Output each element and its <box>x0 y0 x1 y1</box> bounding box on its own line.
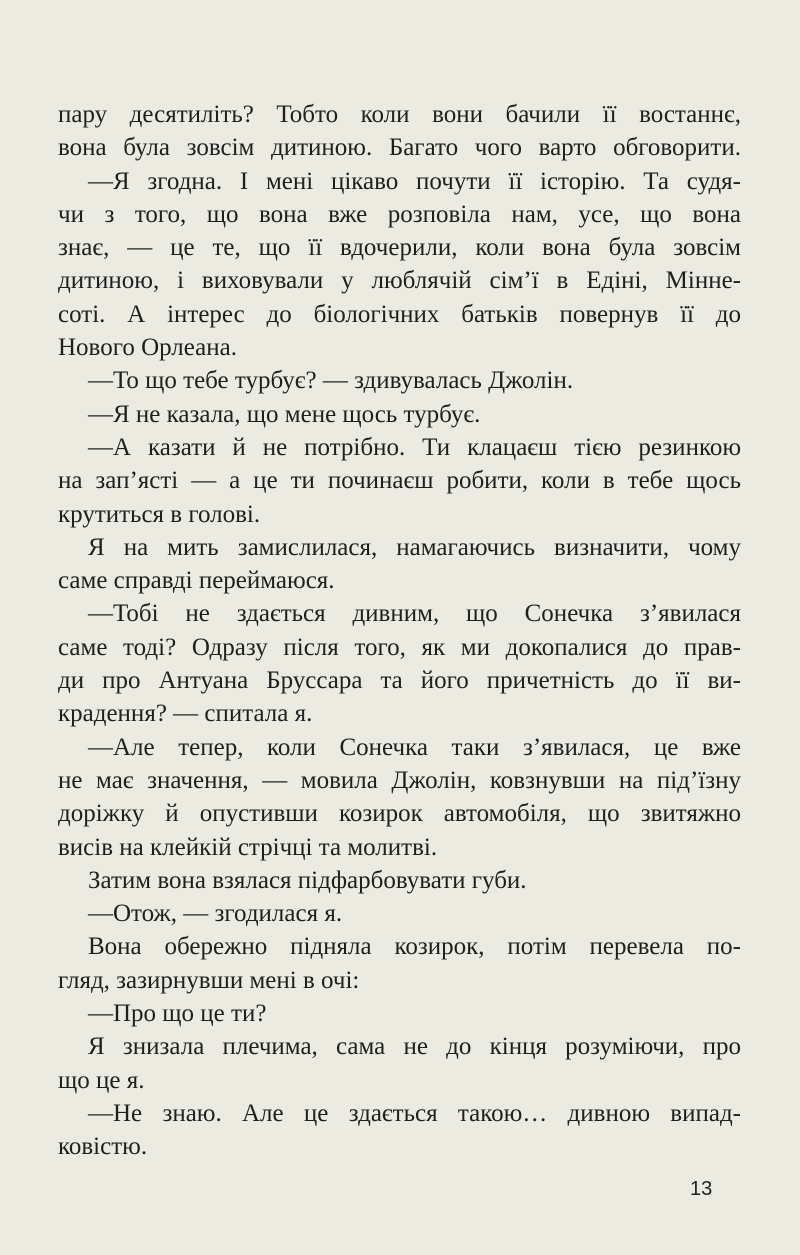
text-line: крутиться в голові. <box>58 500 261 528</box>
text-line: на зап’ясті — а це ти починаєш робити, коли в тебе щось <box>58 467 741 495</box>
text-line: знає, — це те, що її вдочерили, коли вона була зовсім <box>58 234 741 262</box>
text-line: Я знизала плечима, сама не до кінця розуміючи, про <box>88 1033 741 1061</box>
text-line: пару десятиліть? Тобто коли вони бачили її востаннє, <box>58 101 741 128</box>
text-line: —Отож, — згодилася я. <box>88 900 343 928</box>
text-line: чи з того, що вона вже розповіла нам, усе, що вона <box>58 200 741 228</box>
text-line: —А казати й не потрібно. Ти клацаєш тією резинкою <box>88 433 741 461</box>
text-line: гляд, зазирнувши мені в очі: <box>58 966 360 994</box>
text-line: що це я. <box>58 1066 145 1094</box>
text-line: доріжку й опустивши козирок автомобіля, що звитяжно <box>58 800 741 828</box>
text-line: Я на мить замислилася, намагаючись визначити, чому <box>88 533 741 561</box>
text-line: —Я не казала, що мене щось турбує. <box>88 400 481 428</box>
text-line: дитиною, і виховували у люблячій сім’ї в Едіні, Мінне- <box>58 267 741 295</box>
text-line: —Але тепер, коли Сонечка таки з’явилася, це вже <box>88 733 741 761</box>
text-line: висів на клейкій стрічці та молитві. <box>58 833 438 861</box>
text-line: вона була зовсім дитиною. Багато чого варто обговорити. <box>58 134 741 162</box>
text-line: Нового Орлеана. <box>58 334 237 362</box>
text-line: ди про Антуана Бруссара та його причетність до її ви- <box>58 667 741 695</box>
text-line: —Тобі не здається дивним, що Сонечка з’явилася <box>88 600 741 628</box>
text-line: соті. А інтерес до біологічних батьків повернув її до <box>58 300 741 328</box>
text-line: не має значення, — мовила Джолін, ковзнувши на під’їзну <box>58 766 741 794</box>
page-number: 13 <box>690 1178 713 1200</box>
text-line: —Про що це ти? <box>88 1000 267 1028</box>
text-line: крадення? — спитала я. <box>58 700 313 728</box>
text-line: саме тоді? Одразу після того, як ми докопалися до прав- <box>58 633 741 661</box>
text-line: —То що тебе турбує? — здивувалась Джолін. <box>88 367 574 395</box>
text-line: Вона обережно підняла козирок, потім перевела по- <box>88 933 741 961</box>
text-line: ковістю. <box>58 1133 148 1161</box>
text-line: Затим вона взялася підфарбовувати губи. <box>88 866 527 894</box>
text-line: —Я згодна. І мені цікаво почути її історію. Та судя- <box>88 167 741 195</box>
text-line: —Не знаю. Але це здається такою… дивною випад- <box>88 1099 741 1127</box>
text-line: саме справді переймаюся. <box>58 567 335 595</box>
book-page-text <box>58 98 741 1164</box>
